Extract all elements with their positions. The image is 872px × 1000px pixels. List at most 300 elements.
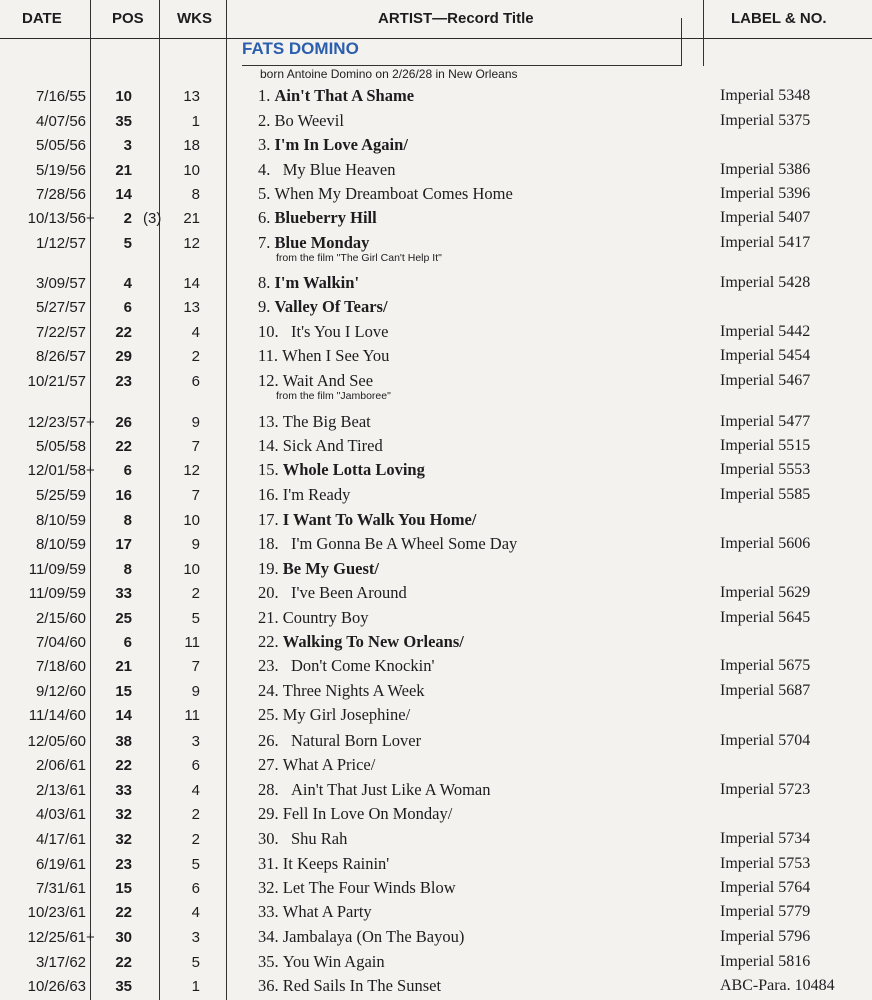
record-number: 5. [258, 184, 271, 203]
record-number: 11. [258, 346, 279, 365]
record-label-number: Imperial 5396 [720, 185, 811, 202]
header-label-no: LABEL & NO. [731, 10, 827, 27]
record-peak-position: 33 [115, 782, 132, 799]
record-title-cell [258, 371, 373, 391]
record-date: 11/09/59 [28, 561, 86, 578]
record-row [0, 109, 872, 134]
record-number: 23. [258, 656, 279, 675]
record-number: 17. [258, 510, 279, 529]
record-date: 9/12/60 [35, 683, 86, 700]
record-weeks-charted: 2 [191, 348, 200, 365]
record-title: Walking To New Orleans/ [282, 632, 464, 651]
record-number: 25. [258, 705, 279, 724]
record-date: 8/10/59 [35, 512, 86, 529]
artist-name: FATS DOMINO [242, 39, 359, 58]
record-title: It's You I Love [291, 322, 389, 341]
record-date: 7/28/56 [35, 186, 86, 203]
record-title: The Big Beat [282, 412, 371, 431]
record-title: Don't Come Knockin' [291, 656, 435, 675]
record-peak-position: 23 [115, 856, 132, 873]
record-title: You Win Again [282, 952, 385, 971]
record-title: I'm Walkin' [274, 273, 360, 292]
record-title-gap [270, 160, 282, 179]
record-row [0, 557, 872, 582]
record-number: 28. [258, 780, 279, 799]
record-row [0, 679, 872, 704]
record-title-cell [258, 208, 377, 228]
record-title-cell [258, 460, 425, 480]
record-peak-position: 23 [115, 373, 132, 390]
record-date: 7/16/55 [35, 88, 86, 105]
record-date: 10/26/63 [27, 978, 86, 995]
record-row [0, 925, 872, 950]
record-row [0, 606, 872, 631]
record-peak-position: 3 [123, 137, 132, 154]
record-number: 6. [258, 208, 271, 227]
column-divider-label [703, 0, 704, 66]
record-label-number: Imperial 5629 [720, 584, 811, 601]
record-row [0, 729, 872, 754]
record-weeks-charted: 5 [191, 856, 200, 873]
record-peak-position: 4 [123, 275, 132, 292]
record-label-number: Imperial 5585 [720, 486, 811, 503]
record-plus-mark: + [86, 210, 95, 227]
record-number: 35. [258, 952, 279, 971]
record-date: 12/01/58 [27, 462, 86, 479]
record-label-number: Imperial 5442 [720, 323, 811, 340]
record-weeks-charted: 7 [191, 438, 200, 455]
record-title: Blue Monday [274, 233, 370, 252]
record-title-cell [258, 322, 388, 342]
record-peak-position: 21 [115, 162, 132, 179]
record-weeks-charted: 6 [191, 373, 200, 390]
record-title-cell [258, 804, 452, 824]
record-number: 21. [258, 608, 279, 627]
record-peak-position: 2 [123, 210, 132, 227]
record-date: 4/17/61 [35, 831, 86, 848]
record-date: 4/07/56 [35, 113, 86, 130]
record-title-cell [258, 705, 410, 725]
header-date: DATE [22, 10, 62, 27]
record-title-gap [279, 780, 291, 799]
record-number: 10. [258, 322, 279, 341]
record-film-note: from the film "The Girl Can't Help It" [276, 252, 442, 264]
record-title-cell [258, 135, 408, 155]
record-label-number: Imperial 5407 [720, 209, 811, 226]
record-title-gap [279, 829, 291, 848]
record-label-number: Imperial 5348 [720, 87, 811, 104]
record-title: I Want To Walk You Home/ [282, 510, 477, 529]
record-peak-position: 6 [123, 634, 132, 651]
artist-box-edge [681, 18, 682, 66]
record-peak-position: 22 [115, 954, 132, 971]
record-title-cell [258, 976, 441, 996]
record-weeks-charted: 9 [191, 683, 200, 700]
record-peak-position: 22 [115, 904, 132, 921]
record-weeks-charted: 21 [183, 210, 200, 227]
record-date: 8/10/59 [35, 536, 86, 553]
record-peak-position: 22 [115, 438, 132, 455]
record-number: 30. [258, 829, 279, 848]
record-title: What A Price/ [282, 755, 376, 774]
record-number: 20. [258, 583, 279, 602]
record-title-cell [258, 656, 434, 676]
record-label-number: ABC-Para. 10484 [720, 977, 835, 994]
record-title-gap [279, 656, 291, 675]
record-row [0, 827, 872, 852]
record-title-cell [258, 608, 368, 628]
record-title: When My Dreamboat Comes Home [274, 184, 513, 203]
record-peak-position: 26 [115, 414, 132, 431]
record-peak-position: 22 [115, 757, 132, 774]
record-title-cell [258, 86, 414, 106]
record-label-number: Imperial 5428 [720, 274, 811, 291]
record-label-number: Imperial 5816 [720, 953, 811, 970]
record-title: I've Been Around [291, 583, 407, 602]
record-date: 5/27/57 [35, 299, 86, 316]
record-weeks-charted: 1 [191, 113, 200, 130]
record-label-number: Imperial 5704 [720, 732, 811, 749]
record-peak-position: 32 [115, 831, 132, 848]
record-title: Shu Rah [291, 829, 348, 848]
record-weeks-charted: 4 [191, 324, 200, 341]
record-row [0, 950, 872, 975]
record-peak-position: 5 [123, 235, 132, 252]
record-peak-position: 15 [115, 880, 132, 897]
record-title: I'm Ready [282, 485, 351, 504]
record-peak-position: 22 [115, 324, 132, 341]
record-weeks-charted: 13 [183, 88, 200, 105]
record-number: 18. [258, 534, 279, 553]
record-weeks-charted: 14 [183, 275, 200, 292]
record-title: Fell In Love On Monday/ [282, 804, 453, 823]
header-pos: POS [112, 10, 144, 27]
record-title-gap [279, 583, 291, 602]
record-title: Red Sails In The Sunset [282, 976, 442, 995]
record-peak-position: 8 [123, 512, 132, 529]
record-weeks-charted: 2 [191, 831, 200, 848]
record-title: It Keeps Rainin' [282, 854, 390, 873]
record-number: 4. [258, 160, 271, 179]
record-row [0, 753, 872, 778]
record-title-cell [258, 412, 371, 432]
record-row [0, 508, 872, 533]
record-row [0, 231, 872, 264]
record-weeks-charted: 10 [183, 162, 200, 179]
record-row [0, 532, 872, 557]
record-date: 7/04/60 [35, 634, 86, 651]
record-label-number: Imperial 5779 [720, 903, 811, 920]
record-date: 7/22/57 [35, 324, 86, 341]
record-date: 7/18/60 [35, 658, 86, 675]
record-weeks-charted: 1 [191, 978, 200, 995]
record-label-number: Imperial 5687 [720, 682, 811, 699]
record-row [0, 802, 872, 827]
record-weeks-charted: 7 [191, 658, 200, 675]
record-date: 2/13/61 [35, 782, 86, 799]
record-peak-position: 35 [115, 978, 132, 995]
record-row [0, 295, 872, 320]
record-peak-position: 30 [115, 929, 132, 946]
artist-bio: born Antoine Domino on 2/26/28 in New Orleans [260, 67, 518, 81]
record-title-cell [258, 878, 456, 898]
record-weeks-charted: 6 [191, 757, 200, 774]
record-weeks-charted: 10 [183, 512, 200, 529]
header-artist-title: ARTIST—Record Title [378, 10, 534, 27]
record-label-number: Imperial 5375 [720, 112, 811, 129]
record-title: Country Boy [282, 608, 369, 627]
record-date: 6/19/61 [35, 856, 86, 873]
record-number: 1. [258, 86, 271, 105]
record-weeks-charted: 2 [191, 806, 200, 823]
record-title: Ain't That A Shame [274, 86, 415, 105]
record-title-cell [258, 436, 383, 456]
record-weeks-charted: 12 [183, 235, 200, 252]
record-number: 19. [258, 559, 279, 578]
record-title: Jambalaya (On The Bayou) [282, 927, 465, 946]
record-row [0, 344, 872, 369]
record-number: 12. [258, 371, 279, 390]
record-title-cell [258, 160, 395, 180]
record-row [0, 900, 872, 925]
record-label-number: Imperial 5723 [720, 781, 811, 798]
record-peak-position: 32 [115, 806, 132, 823]
record-date: 12/23/57 [27, 414, 86, 431]
record-row [0, 271, 872, 296]
record-title-cell [258, 485, 350, 505]
record-row [0, 852, 872, 877]
record-title-gap [279, 534, 291, 553]
record-title: Whole Lotta Loving [282, 460, 425, 479]
record-date: 3/17/62 [35, 954, 86, 971]
record-number: 16. [258, 485, 279, 504]
record-number: 32. [258, 878, 279, 897]
record-weeks-charted: 5 [191, 610, 200, 627]
record-title: Natural Born Lover [291, 731, 422, 750]
record-label-number: Imperial 5515 [720, 437, 811, 454]
record-title-cell [258, 510, 476, 530]
record-label-number: Imperial 5675 [720, 657, 811, 674]
record-label-number: Imperial 5467 [720, 372, 811, 389]
record-number: 33. [258, 902, 279, 921]
record-number: 36. [258, 976, 279, 995]
record-weeks-charted: 8 [191, 186, 200, 203]
record-peak-position: 6 [123, 299, 132, 316]
record-label-number: Imperial 5606 [720, 535, 811, 552]
record-weeks-charted: 4 [191, 782, 200, 799]
record-label-number: Imperial 5753 [720, 855, 811, 872]
record-title: Wait And See [282, 371, 374, 390]
record-number: 7. [258, 233, 271, 252]
record-title-cell [258, 111, 344, 131]
record-date: 12/25/61 [27, 929, 86, 946]
record-peak-position: 33 [115, 585, 132, 602]
record-date: 11/09/59 [28, 585, 86, 602]
record-title-cell [258, 829, 347, 849]
record-peak-position: 29 [115, 348, 132, 365]
record-weeks-charted: 6 [191, 880, 200, 897]
record-title-cell [258, 755, 375, 775]
record-date: 3/09/57 [35, 275, 86, 292]
record-date: 5/05/56 [35, 137, 86, 154]
record-number: 29. [258, 804, 279, 823]
record-date: 1/12/57 [35, 235, 86, 252]
record-number: 13. [258, 412, 279, 431]
record-date: 2/15/60 [35, 610, 86, 627]
record-peak-position: 38 [115, 733, 132, 750]
record-number: 2. [258, 111, 271, 130]
record-row [0, 434, 872, 459]
record-label-number: Imperial 5796 [720, 928, 811, 945]
record-row [0, 84, 872, 109]
record-peak-position: 10 [115, 88, 132, 105]
record-row [0, 320, 872, 345]
record-number: 24. [258, 681, 279, 700]
record-number: 15. [258, 460, 279, 479]
record-peak-position: 8 [123, 561, 132, 578]
record-peak-position: 6 [123, 462, 132, 479]
record-plus-mark: + [86, 929, 95, 946]
record-row [0, 410, 872, 435]
record-peak-position: 14 [115, 186, 132, 203]
record-peak-position: 35 [115, 113, 132, 130]
record-date: 5/19/56 [35, 162, 86, 179]
record-date: 10/23/61 [27, 904, 86, 921]
record-label-number: Imperial 5645 [720, 609, 811, 626]
record-row [0, 778, 872, 803]
record-peak-position: 21 [115, 658, 132, 675]
record-label-number: Imperial 5386 [720, 161, 811, 178]
record-title: Be My Guest/ [282, 559, 379, 578]
record-weeks-charted: 5 [191, 954, 200, 971]
record-title: What A Party [282, 902, 372, 921]
record-label-number: Imperial 5477 [720, 413, 811, 430]
record-label-number: Imperial 5734 [720, 830, 811, 847]
record-row [0, 876, 872, 901]
record-row [0, 630, 872, 655]
record-row [0, 581, 872, 606]
record-date: 7/31/61 [35, 880, 86, 897]
record-title-cell [258, 534, 517, 554]
record-label-number: Imperial 5417 [720, 234, 811, 251]
record-date: 12/05/60 [27, 733, 86, 750]
record-film-note: from the film "Jamboree" [276, 390, 391, 402]
record-title: My Girl Josephine/ [282, 705, 411, 724]
record-weeks-charted: 11 [184, 634, 200, 651]
record-title-cell [258, 583, 407, 603]
record-title-gap [279, 322, 291, 341]
record-title-cell [258, 731, 421, 751]
record-label-number: Imperial 5454 [720, 347, 811, 364]
record-title-cell [258, 927, 464, 947]
record-date: 5/05/58 [35, 438, 86, 455]
record-row [0, 483, 872, 508]
record-weeks-at-peak: (3) [143, 210, 162, 227]
record-number: 3. [258, 135, 271, 154]
record-date: 5/25/59 [35, 487, 86, 504]
record-title-cell [258, 952, 385, 972]
record-title: I'm Gonna Be A Wheel Some Day [291, 534, 518, 553]
record-number: 14. [258, 436, 279, 455]
record-date: 4/03/61 [35, 806, 86, 823]
record-date: 11/14/60 [28, 707, 86, 724]
record-weeks-charted: 9 [191, 414, 200, 431]
record-peak-position: 25 [115, 610, 132, 627]
record-title: Valley Of Tears/ [274, 297, 388, 316]
record-label-number: Imperial 5764 [720, 879, 811, 896]
record-label-number: Imperial 5553 [720, 461, 811, 478]
record-weeks-charted: 13 [183, 299, 200, 316]
record-row [0, 369, 872, 402]
record-weeks-charted: 18 [183, 137, 200, 154]
record-weeks-charted: 12 [183, 462, 200, 479]
record-title-cell [258, 184, 513, 204]
record-date: 2/06/61 [35, 757, 86, 774]
record-row [0, 974, 872, 999]
record-title: Three Nights A Week [282, 681, 425, 700]
record-plus-mark: + [86, 414, 95, 431]
record-title-cell [258, 632, 464, 652]
record-title-cell [258, 854, 389, 874]
record-title-cell [258, 273, 359, 293]
record-date: 10/13/56 [27, 210, 86, 227]
record-weeks-charted: 3 [191, 929, 200, 946]
record-peak-position: 15 [115, 683, 132, 700]
artist-box-underline [242, 65, 682, 66]
record-title-cell [258, 233, 369, 253]
record-peak-position: 17 [115, 536, 132, 553]
record-title: Bo Weevil [274, 111, 344, 130]
record-title: My Blue Heaven [282, 160, 396, 179]
record-number: 34. [258, 927, 279, 946]
record-weeks-charted: 10 [183, 561, 200, 578]
record-title: Blueberry Hill [274, 208, 377, 227]
record-title-cell [258, 559, 379, 579]
record-row [0, 158, 872, 183]
record-title-cell [258, 780, 491, 800]
record-row [0, 654, 872, 679]
record-number: 8. [258, 273, 271, 292]
record-row [0, 703, 872, 728]
record-number: 31. [258, 854, 279, 873]
table-header [0, 0, 872, 39]
record-weeks-charted: 9 [191, 536, 200, 553]
record-peak-position: 14 [115, 707, 132, 724]
record-title: I'm In Love Again/ [274, 135, 408, 154]
record-title: Sick And Tired [282, 436, 383, 455]
record-weeks-charted: 11 [184, 707, 200, 724]
record-title: When I See You [282, 346, 390, 365]
record-number: 22. [258, 632, 279, 651]
record-row [0, 458, 872, 483]
record-row [0, 133, 872, 158]
record-title-cell [258, 297, 388, 317]
record-title-cell [258, 902, 372, 922]
record-date: 10/21/57 [27, 373, 86, 390]
record-title: Let The Four Winds Blow [282, 878, 456, 897]
record-number: 27. [258, 755, 279, 774]
record-title: Ain't That Just Like A Woman [291, 780, 491, 799]
record-weeks-charted: 2 [191, 585, 200, 602]
record-weeks-charted: 3 [191, 733, 200, 750]
record-row [0, 182, 872, 207]
record-weeks-charted: 7 [191, 487, 200, 504]
record-weeks-charted: 4 [191, 904, 200, 921]
record-number: 9. [258, 297, 271, 316]
record-title-cell [258, 681, 425, 701]
record-row [0, 206, 872, 231]
record-date: 8/26/57 [35, 348, 86, 365]
